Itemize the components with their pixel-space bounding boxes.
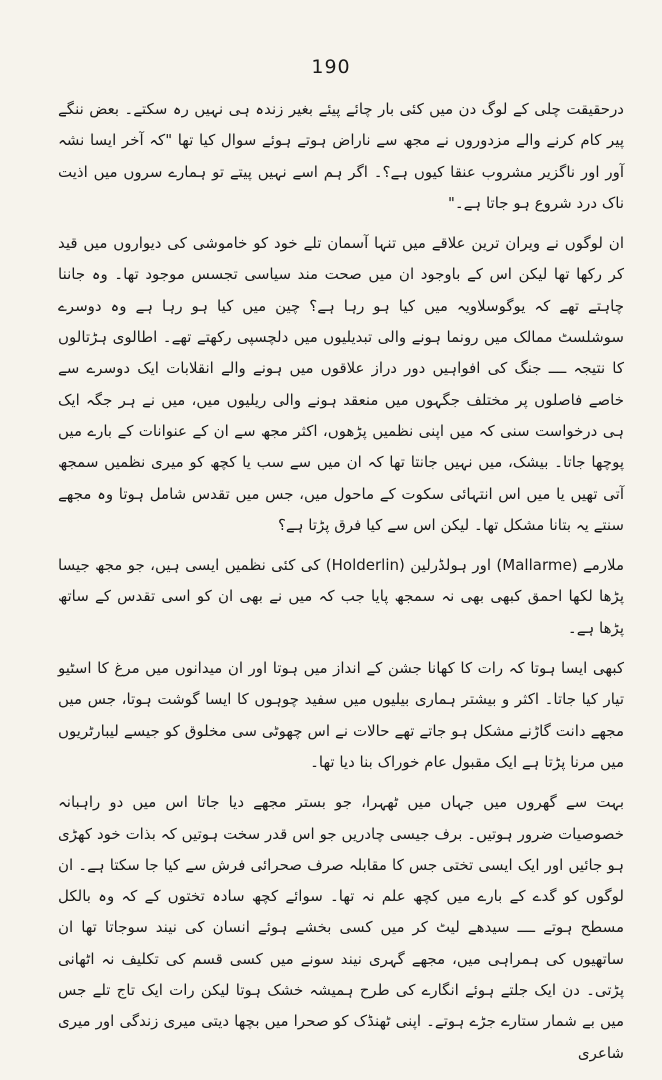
- text-body: [58, 94, 624, 1069]
- paragraph-1: درحقیقت چلی کے لوگ دن میں کئی بار چائے پیئے بغیر زندہ ہی نہیں رہ سکتے۔ بعض ننگے پیر کام کرنے والے مزدوروں نے مجھ سے ناراض ہوتے ہوئے سوال کیا تھا "کہ آخر ایسا نشہ آور اور ناگزیر مشروب عنقا کیوں ہے؟۔ اگر ہم اسے نہیں پیتے تو ہمارے سروں میں اذیت ناک درد شروع ہو جاتا ہے۔": [58, 100, 624, 212]
- paragraph-2: ان لوگوں نے ویران ترین علاقے میں تنہا آسمان تلے خود کو خاموشی کی دیواروں میں قید کر رکھا تھا لیکن اس کے باوجود ان میں صحت مند سیاسی تجسس موجود تھا۔ وہ جاننا چاہتے تھے کہ یوگوسلاویہ میں کیا ہو رہا ہے؟ چین میں کیا ہو رہا ہے وہ دوسرے سوشلسٹ ممالک میں رونما ہونے والی تبدیلیوں میں دلچسپی رکھتے تھے۔ اطالوی ہڑتالوں کا نتیجہ ــــ جنگ کی افواہیں دور دراز علاقوں میں ہونے والے انقلابات ایک دوسرے سے خاصے فاصلوں پر مختلف جگہوں میں منعقد ہونے والی ریلیوں میں، میں نے ہر جگہ ایک ہی درخواست سنی کہ میں اپنی نظمیں پڑھوں، اکثر مجھ سے ان کے عنوانات کے بارے میں پوچھا جاتا۔ بیشک، میں نہیں جانتا تھا کہ ان میں سے سب یا کچھ کو میری نظمیں سمجھ آتی تھیں یا میں اس انتہائی سکوت کے ماحول میں، جس میں تقدس شامل ہوتا وہ مجھے سنتے یہ بتانا مشکل تھا۔ لیکن اس سے کیا فرق پڑتا ہے؟: [58, 234, 624, 534]
- paragraph-5: بہت سے گھروں میں جہاں میں ٹھہرا، جو بستر مجھے دیا جاتا اس میں دو راہبانہ خصوصیات ضرور ہوتیں۔ برف جیسی چادریں جو اس قدر سخت ہوتیں کہ بذات خود کھڑی ہو جائیں اور ایک ایسی تختی جس کا مقابلہ صرف صحرائی فرش سے کیا جا سکتا ہے۔ ان لوگوں کو گدے کے بارے میں کچھ علم نہ تھا۔ سوائے کچھ سادہ تختوں کے کہ وہ بالکل مسطح ہوتے ــــ سیدھے لیٹ کر میں کسی بخشے ہوئے انسان کی نیند سوجاتا تھا ان ساتھیوں کی ہمراہی میں، مجھے گہری نیند سونے میں کسی قسم کی تکلیف نہ اٹھانی پڑتی۔ دن ایک جلتے ہوئے انگارے کی طرح ہمیشہ خشک ہوتا لیکن رات ایک تاج تلے جس میں بے شمار ستارے جڑے ہوتے۔ اپنی ٹھنڈک کو صحرا میں بچھا دیتی میری زندگی اور میری شاعری: [58, 793, 624, 1062]
- paragraph-4: کبھی ایسا ہوتا کہ رات کا کھانا جشن کے انداز میں ہوتا اور ان میدانوں میں مرغ کا اسٹیو تیار کیا جاتا۔ اکثر و بیشتر ہماری بیلیوں میں سفید چوہوں کا ایسا گوشت ہوتا، جس میں مجھے دانت گاڑنے مشکل ہو جاتے تھے حالات نے اس چھوٹی سی مخلوق کو جیسے لیبارٹریوں میں مرنا پڑتا ہے ایک مقبول عام خوراک بنا دیا تھا۔: [58, 659, 624, 771]
- page-number: 190: [311, 56, 351, 78]
- paragraph-3: ملارمے (Mallarme) اور ہولڈرلین (Holderlin) کی کئی نظمیں ایسی ہیں، جو مجھ جیسا پڑھا لکھا احمق کبھی بھی نہ سمجھ پایا جب کہ میں نے بھی ان کو اسی تقدس کے ساتھ پڑھا ہے۔: [58, 556, 624, 637]
